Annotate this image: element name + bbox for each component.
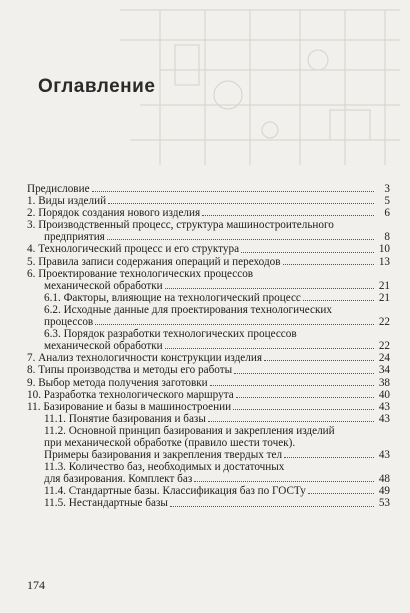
toc-entry-title: 4. Технологический процесс и его структура <box>27 243 240 256</box>
toc-entry <box>27 364 390 376</box>
toc-entry-page: 49 <box>378 485 390 498</box>
toc-entry-page: 21 <box>378 279 390 292</box>
toc-entry-page: 8 <box>384 231 390 244</box>
toc-entry-title: 11.5. Нестандартные базы <box>44 497 168 510</box>
toc-entry <box>27 377 390 389</box>
toc-entry-title: процессов <box>44 316 94 329</box>
dot-leader <box>108 203 374 204</box>
toc-entry-title: Примеры базирования и закрепления твердых тел <box>44 449 283 462</box>
toc-entry-title: 6.3. Порядок разработки технологических процессов <box>44 328 297 341</box>
page-title: Оглавление <box>38 76 156 97</box>
dot-leader <box>165 288 374 289</box>
toc-entry <box>27 219 390 243</box>
dot-leader <box>283 264 374 265</box>
toc-entry-title: 11.3. Количество баз, необходимых и достаточных <box>44 461 285 474</box>
dot-leader <box>194 481 374 482</box>
toc-entry <box>27 497 390 509</box>
toc-entry <box>27 207 390 219</box>
toc-entry-page: 24 <box>378 352 390 365</box>
dot-leader <box>165 348 374 349</box>
toc-entry-page: 40 <box>378 388 390 401</box>
toc-entry-title: 11. Базирование и базы в машиностроении <box>27 400 232 413</box>
toc-entry-title: 11.2. Основной принцип базирования и закрепления изделий <box>44 424 335 437</box>
toc-entry <box>27 183 390 195</box>
toc-entry-page: 21 <box>378 291 390 304</box>
toc-entry-page: 38 <box>378 376 390 389</box>
toc-entry-title: 7. Анализ технологичности конструкции изделия <box>27 352 262 365</box>
dot-leader <box>95 324 374 325</box>
toc-entry <box>27 256 390 268</box>
toc-entry-title: Предисловие <box>27 183 90 195</box>
toc-entry-title: 1. Виды изделий <box>27 195 107 208</box>
toc-entry-title: 5. Правила записи содержания операций и переходов <box>27 255 281 268</box>
toc-entry-title: механической обработки <box>44 340 163 353</box>
dot-leader <box>303 300 374 301</box>
toc-entry <box>27 292 390 304</box>
dot-leader <box>284 457 374 458</box>
toc-entry-title: 11.4. Стандартные базы. Классификация баз по ГОСТу <box>44 485 306 498</box>
toc-entry-title: 3. Производственный процесс, структура машиностроительного <box>27 219 334 232</box>
table-of-contents <box>27 183 390 510</box>
toc-entry-page: 43 <box>378 400 390 413</box>
toc-entry <box>27 413 390 425</box>
dot-leader <box>107 239 374 240</box>
toc-entry <box>27 328 390 352</box>
toc-entry <box>27 485 390 497</box>
toc-entry <box>27 461 390 485</box>
toc-entry-page: 3 <box>384 183 390 195</box>
dot-leader <box>241 252 374 253</box>
toc-entry <box>27 401 390 413</box>
toc-entry-title: механической обработки <box>44 279 163 292</box>
toc-entry-page: 10 <box>378 243 390 256</box>
toc-entry-title: 10. Разработка технологического маршрута <box>27 388 234 401</box>
toc-entry-page: 5 <box>384 195 390 208</box>
dot-leader <box>236 397 374 398</box>
toc-entry <box>27 425 390 461</box>
toc-entry-page: 43 <box>378 449 390 462</box>
toc-entry <box>27 243 390 255</box>
toc-entry <box>27 268 390 292</box>
dot-leader <box>234 373 374 374</box>
dot-leader <box>92 191 374 192</box>
toc-entry-page: 48 <box>378 473 390 486</box>
toc-entry-page: 22 <box>378 316 390 329</box>
toc-entry-title: 9. Выбор метода получения заготовки <box>27 376 208 389</box>
toc-entry-title: 11.1. Понятие базирования и базы <box>44 412 206 425</box>
toc-entry-page: 6 <box>384 207 390 220</box>
toc-entry-title: 6.1. Факторы, влияющие на технологический процесс <box>44 291 301 304</box>
dot-leader <box>210 385 374 386</box>
toc-entry <box>27 389 390 401</box>
toc-entry-title: для базирования. Комплект баз <box>44 473 193 486</box>
dot-leader <box>170 506 374 507</box>
toc-entry <box>27 195 390 207</box>
toc-entry-title: 6.2. Исходные данные для проектирования технологических <box>44 303 332 316</box>
toc-entry-page: 22 <box>378 340 390 353</box>
toc-entry-title: 2. Порядок создания нового изделия <box>27 207 201 220</box>
toc-entry-page: 13 <box>378 255 390 268</box>
toc-entry-title: при механической обработке (правило шести точек). <box>44 436 296 449</box>
toc-entry-page: 43 <box>378 412 390 425</box>
toc-entry-page: 53 <box>378 497 390 510</box>
dot-leader <box>264 360 374 361</box>
dot-leader <box>233 409 374 410</box>
toc-entry-title: 8. Типы производства и методы его работы <box>27 364 233 377</box>
toc-entry-page: 34 <box>378 364 390 377</box>
dot-leader <box>308 493 374 494</box>
dot-leader <box>208 421 374 422</box>
dot-leader <box>202 215 374 216</box>
toc-entry-title: 6. Проектирование технологических процессов <box>27 267 254 280</box>
page-number: 174 <box>27 578 45 592</box>
toc-entry <box>27 304 390 328</box>
toc-entry <box>27 352 390 364</box>
toc-entry-title: предприятия <box>44 231 105 244</box>
